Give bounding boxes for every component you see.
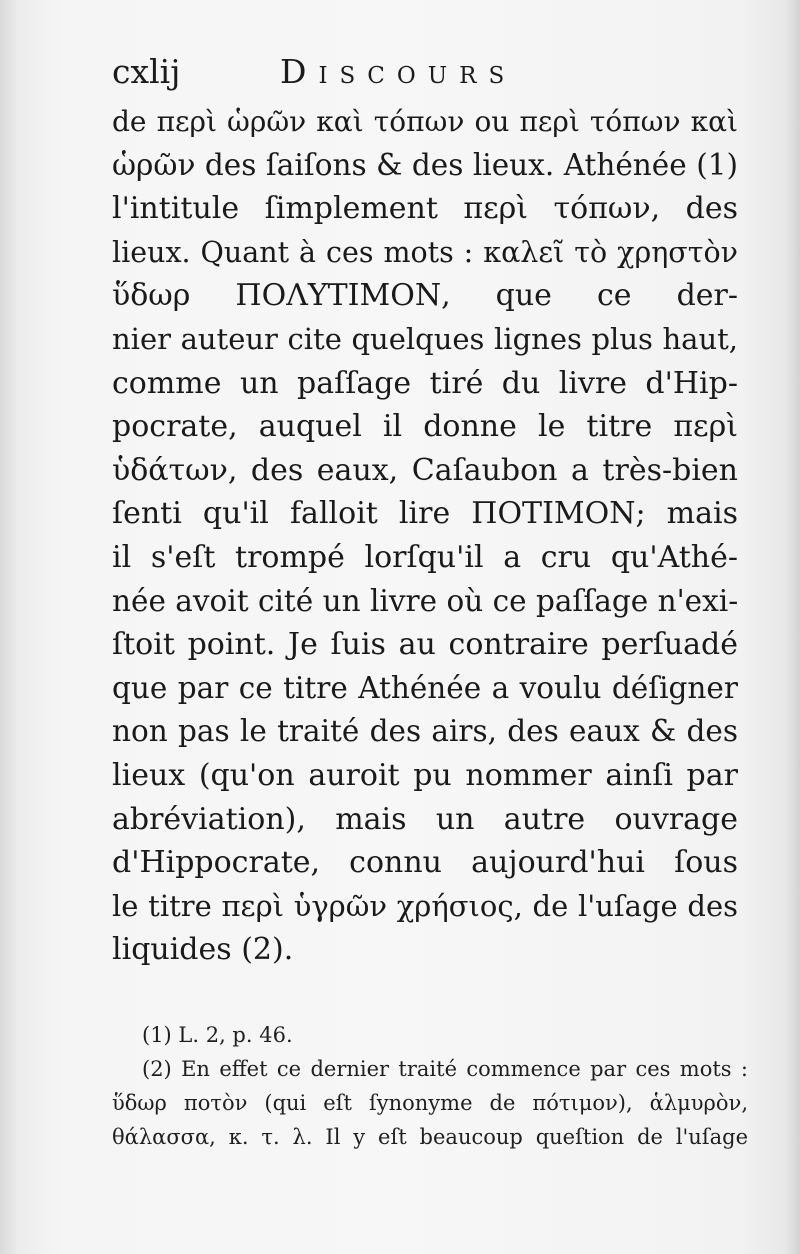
- text-line: de περὶ ὡρῶν καὶ τόπων ou περὶ τόπων καὶ: [112, 105, 738, 138]
- text-line: ὑδάτων, des eaux, Caſaubon a très-bien: [112, 452, 738, 488]
- text-line: née avoit cité un livre où ce paſſage n'exi-: [112, 583, 739, 618]
- text-line: que par ce titre Athénée a voulu déſigner: [112, 670, 738, 705]
- text-line: non pas le traité des airs, des eaux & des: [112, 714, 738, 749]
- text-line: lieux. Quant à ces mots : καλεῖ τὸ χρηστὸν: [112, 235, 738, 269]
- text-line: pocrate, auquel il donne le titre περὶ: [112, 409, 738, 445]
- body-text: [112, 100, 738, 972]
- text-line: ὕδωρ ΠΟΛΥΤΙΜΟΝ, que ce der-: [112, 278, 738, 314]
- text-line: il s'eſt trompé lorſqu'il a cru qu'Athé-: [112, 539, 738, 575]
- text-line: liquides (2).: [112, 932, 294, 968]
- text-line: ſenti qu'il falloit lire ΠΟΤΙΜΟΝ; mais: [112, 496, 738, 532]
- text-line: d'Hippocrate, connu aujourd'hui ſous: [112, 845, 738, 881]
- footnote-2-continued: ὕδωρ ποτὸν (qui eſt ſynonyme de πότιμον), ἁλμυρὸν,: [112, 1091, 748, 1115]
- text-line: l'intitule ſimplement περὶ τόπων, des: [112, 191, 738, 227]
- page-edge-shadow: [786, 0, 800, 1254]
- running-head: [112, 50, 752, 100]
- text-line: abréviation), mais un autre ouvrage: [112, 801, 738, 837]
- text-line: comme un paſſage tiré du livre d'Hip-: [112, 365, 738, 401]
- footnote-1: (1) L. 2, p. 46.: [142, 1023, 293, 1047]
- text-line: lieux (qu'on auroit pu nommer ainſi par: [112, 757, 738, 793]
- text-line: ſtoit point. Je ſuis au contraire perſuadé: [112, 627, 738, 663]
- text-line: nier auteur cite quelques lignes plus haut,: [112, 321, 738, 356]
- footnotes: [112, 1018, 748, 1154]
- footnote-2-continued: θάλασσα, κ. τ. λ. Il y eſt beaucoup queſtion de l'uſage: [112, 1125, 748, 1149]
- text-line: le titre περὶ ὑγρῶν χρήσιος, de l'uſage des: [112, 888, 738, 923]
- page-number: cxlij: [112, 52, 181, 91]
- running-title: Discours: [280, 52, 517, 91]
- footnote-2: (2) En effet ce dernier traité commence par ces mots :: [142, 1057, 748, 1081]
- text-line: ὡρῶν des ſaiſons & des lieux. Athénée (1): [112, 147, 738, 182]
